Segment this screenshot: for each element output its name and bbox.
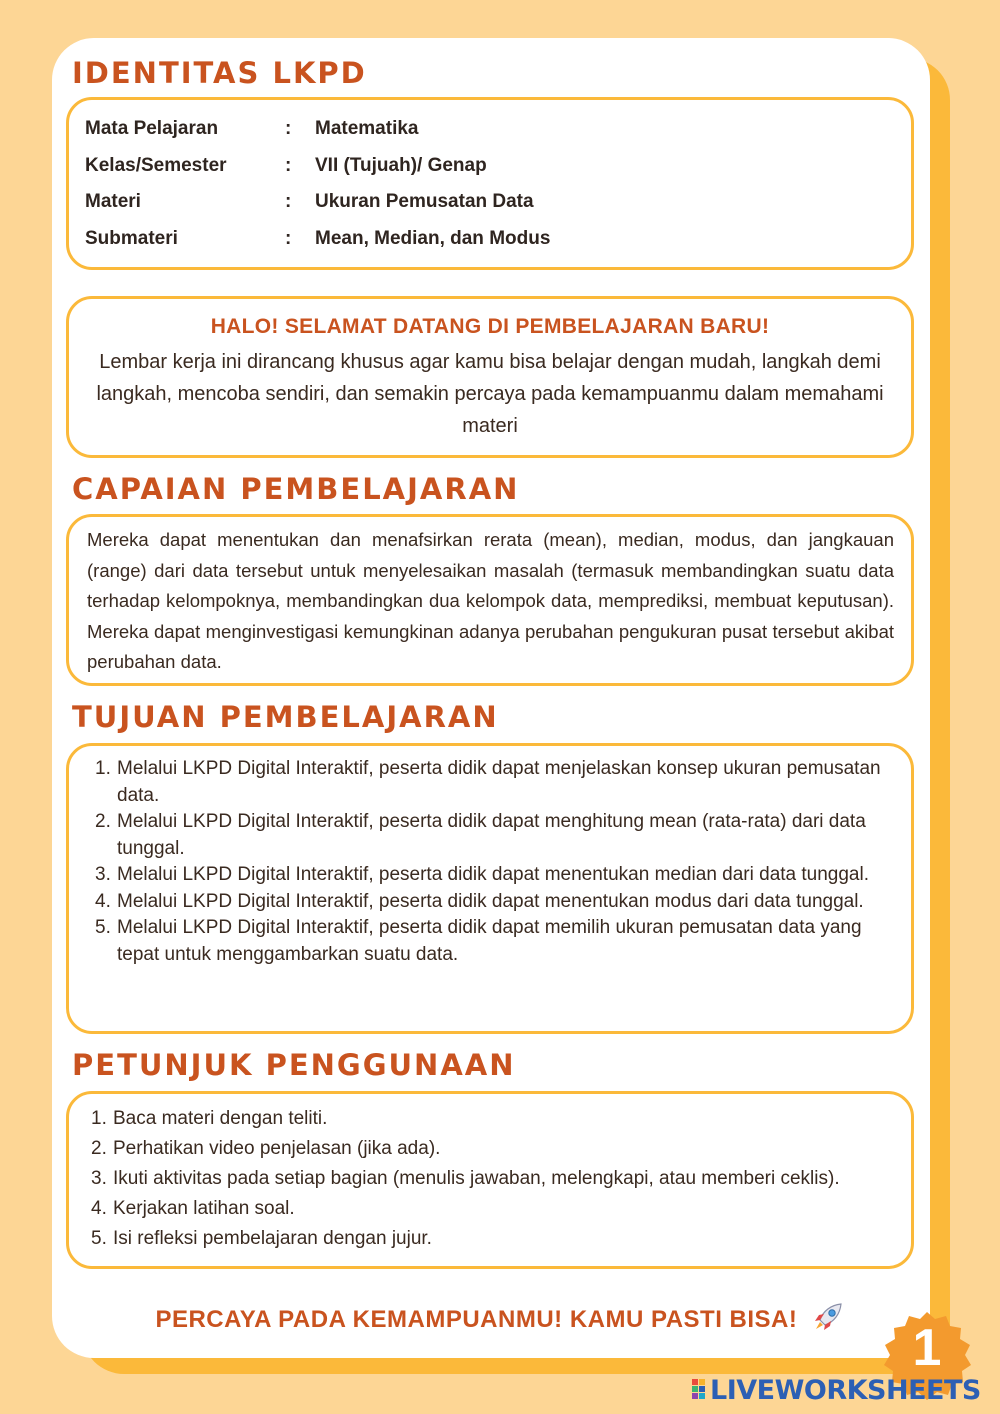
identitas-label: Materi	[85, 191, 141, 212]
list-text: Melalui LKPD Digital Interaktif, peserta didik dapat menjelaskan konsep ukuran pemusatan data.	[117, 758, 881, 806]
petunjuk-heading: PETUNJUK PENGGUNAAN	[72, 1048, 516, 1082]
capaian-heading: CAPAIAN PEMBELAJARAN	[72, 472, 520, 506]
petunjuk-list	[91, 1104, 881, 1254]
list-item	[95, 889, 881, 916]
identitas-value: VII (Tujuah)/ Genap	[315, 155, 487, 176]
list-item	[95, 862, 881, 889]
list-text: Kerjakan latihan soal.	[113, 1198, 295, 1219]
list-item	[95, 809, 881, 862]
identitas-label: Kelas/Semester	[85, 155, 227, 176]
closing-message	[0, 1300, 1000, 1341]
list-item	[91, 1194, 881, 1224]
identitas-heading: IDENTITAS LKPD	[72, 56, 367, 90]
list-text: Melalui LKPD Digital Interaktif, peserta didik dapat menentukan median dari data tunggal.	[117, 864, 869, 885]
capaian-box	[66, 514, 914, 686]
closing-text: PERCAYA PADA KEMAMPUANMU! KAMU PASTI BISA!	[155, 1305, 798, 1333]
list-number: 5.	[95, 917, 111, 938]
identitas-label: Mata Pelajaran	[85, 118, 219, 139]
welcome-box	[66, 296, 914, 458]
list-text: Melalui LKPD Digital Interaktif, peserta didik dapat menentukan modus dari data tunggal.	[117, 890, 864, 912]
list-text: Perhatikan video penjelasan (jika ada).	[113, 1138, 441, 1159]
list-item	[91, 1104, 881, 1134]
list-number: 1.	[91, 1108, 107, 1129]
rocket-icon	[811, 1300, 845, 1341]
list-item	[91, 1224, 881, 1254]
tujuan-list	[95, 756, 881, 968]
tujuan-box	[66, 743, 914, 1034]
list-number: 2.	[95, 811, 111, 832]
list-number: 5.	[91, 1228, 107, 1249]
identitas-label: Submateri	[85, 228, 178, 249]
liveworksheets-brand: LIVEWORKSHEETS	[710, 1374, 981, 1406]
list-number: 3.	[95, 864, 111, 885]
identitas-value: Matematika	[315, 118, 419, 139]
identitas-separator: :	[285, 118, 292, 139]
liveworksheets-logo-icon	[692, 1379, 706, 1401]
list-item	[91, 1134, 881, 1164]
list-text: Melalui LKPD Digital Interaktif, peserta didik dapat menghitung mean (rata-rata) dari data tunggal.	[117, 811, 866, 859]
list-number: 2.	[91, 1138, 107, 1159]
liveworksheets-watermark	[692, 1375, 981, 1405]
identitas-separator: :	[285, 155, 292, 176]
list-item	[91, 1164, 881, 1194]
welcome-text: Lembar kerja ini dirancang khusus agar kamu bisa belajar dengan mudah, langkah demi langkah, mencoba sendiri, dan semakin percaya pada kemampuanmu dalam memahami materi	[96, 351, 884, 437]
identitas-value: Mean, Median, dan Modus	[315, 228, 551, 249]
capaian-text: Mereka dapat menentukan dan menafsirkan rerata (mean), median, modus, dan jangkauan (range) dari data tersebut untuk menyelesaikan masalah (termasuk membandingkan suatu data terhadap kelompoknya, membandingkan dua kelompok data, memprediksi, membuat keputusan). Mereka dapat menginvestigasi kemungkinan adanya perubahan pengukuran pusat tersebut akibat perubahan data.	[87, 529, 894, 672]
identitas-box	[66, 97, 914, 270]
list-number: 4.	[91, 1198, 107, 1219]
list-item	[95, 756, 881, 809]
list-number: 4.	[95, 890, 111, 912]
identitas-separator: :	[285, 191, 292, 212]
list-text: Isi refleksi pembelajaran dengan jujur.	[113, 1228, 432, 1249]
list-number: 3.	[91, 1168, 107, 1189]
petunjuk-box	[66, 1091, 914, 1269]
page-number: 1	[912, 1319, 942, 1377]
identitas-value: Ukuran Pemusatan Data	[315, 191, 534, 212]
list-text: Melalui LKPD Digital Interaktif, peserta didik dapat memilih ukuran pemusatan data yang tepat untuk menggambarkan suatu data.	[117, 917, 862, 965]
identitas-separator: :	[285, 228, 292, 249]
welcome-title: HALO! SELAMAT DATANG DI PEMBELAJARAN BARU!	[210, 315, 770, 338]
list-text: Ikuti aktivitas pada setiap bagian (menulis jawaban, melengkapi, atau memberi ceklis).	[113, 1168, 840, 1189]
list-number: 1.	[95, 758, 111, 779]
list-text: Baca materi dengan teliti.	[113, 1108, 328, 1129]
tujuan-heading: TUJUAN PEMBELAJARAN	[72, 700, 499, 734]
list-item	[95, 915, 881, 968]
